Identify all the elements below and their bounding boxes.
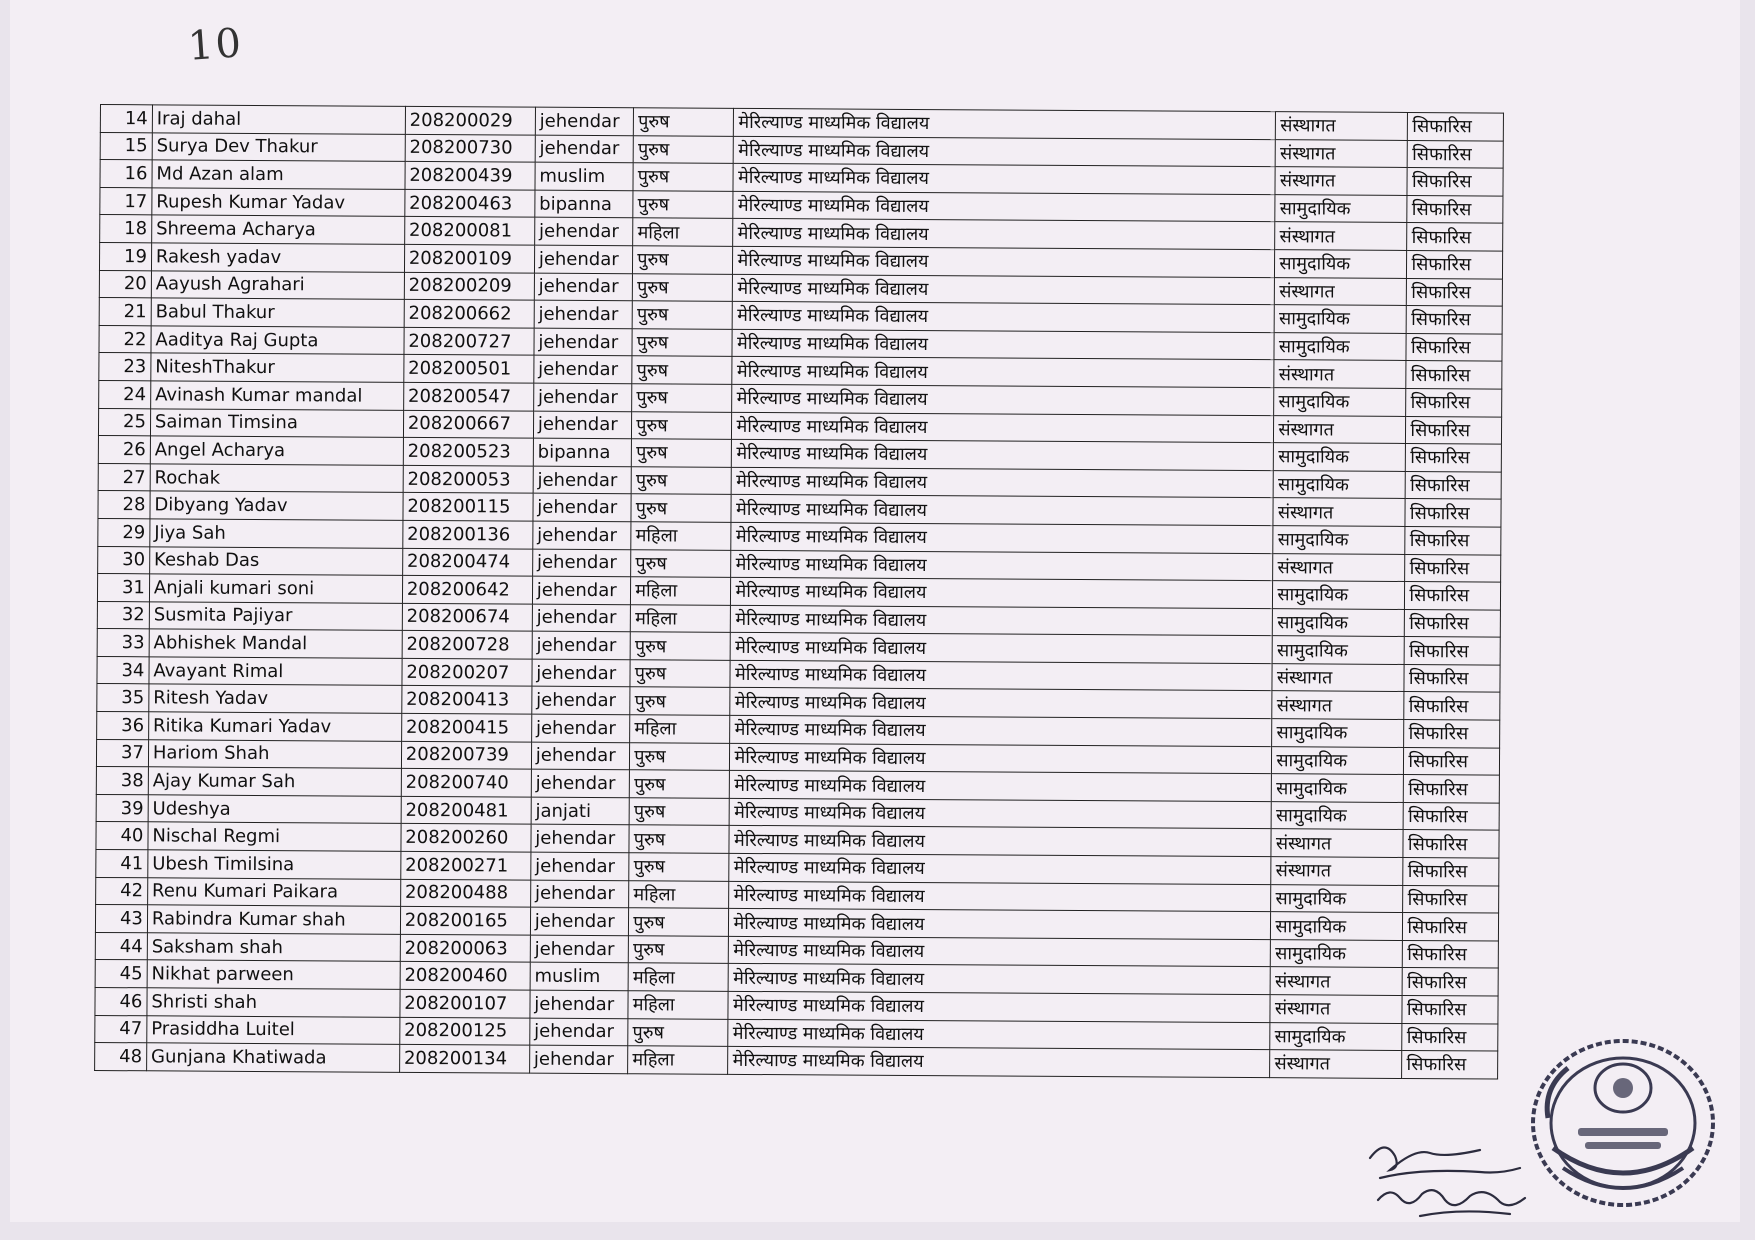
gender-cell: पुरुष <box>632 329 732 357</box>
serial-number-cell: 20 <box>99 270 151 298</box>
student-name-cell: Ritika Kumari Yadav <box>148 712 401 741</box>
school-type-cell: संस्थागत <box>1274 360 1406 388</box>
quota-cell: jehendar <box>530 990 629 1018</box>
symbol-number-cell: 208200547 <box>403 382 533 410</box>
recommendation-status-cell: सिफारिस <box>1403 940 1499 968</box>
gender-cell: पुरुष <box>629 853 729 881</box>
student-name-cell: Keshab Das <box>150 546 403 575</box>
student-name-cell: Aayush Agrahari <box>151 270 404 299</box>
symbol-number-cell: 208200488 <box>400 879 530 907</box>
school-name-cell: मेरिल्याण्ड माध्यमिक विद्यालय <box>730 771 1272 802</box>
symbol-number-cell: 208200081 <box>404 217 534 245</box>
school-name-cell: मेरिल्याण्ड माध्यमिक विद्यालय <box>731 522 1273 553</box>
school-type-cell: सामुदायिक <box>1273 608 1405 636</box>
school-type-cell: सामुदायिक <box>1272 746 1404 774</box>
recommendation-status-cell: सिफारिस <box>1407 195 1503 223</box>
serial-number-cell: 38 <box>96 767 148 795</box>
school-type-cell: सामुदायिक <box>1273 526 1405 554</box>
student-name-cell: Anjali kumari soni <box>149 574 402 603</box>
symbol-number-cell: 208200134 <box>399 1045 529 1073</box>
student-name-cell: Susmita Pajiyar <box>149 601 402 630</box>
school-type-cell: सामुदायिक <box>1271 802 1403 830</box>
gender-cell: पुरुष <box>632 301 732 329</box>
quota-cell: jehendar <box>529 1045 628 1073</box>
records-table-body <box>95 105 1504 1079</box>
symbol-number-cell: 208200413 <box>402 686 532 714</box>
serial-number-cell: 26 <box>98 436 150 464</box>
recommendation-status-cell: सिफारिस <box>1406 333 1502 361</box>
gender-cell: महिला <box>633 218 733 246</box>
school-type-cell: संस्थागत <box>1273 498 1405 526</box>
gender-cell: पुरुष <box>630 632 730 660</box>
student-name-cell: Rakesh yadav <box>151 243 404 272</box>
recommendation-status-cell: सिफारिस <box>1404 692 1500 720</box>
serial-number-cell: 40 <box>96 822 148 850</box>
school-name-cell: मेरिल्याण्ड माध्यमिक विद्यालय <box>732 467 1274 498</box>
quota-cell: jehendar <box>533 521 632 549</box>
gender-cell: महिला <box>628 963 728 991</box>
symbol-number-cell: 208200662 <box>404 300 534 328</box>
school-name-cell: मेरिल्याण्ड माध्यमिक विद्यालय <box>733 274 1275 305</box>
student-name-cell: Dibyang Yadav <box>150 491 403 520</box>
school-name-cell: मेरिल्याण्ड माध्यमिक विद्यालय <box>731 577 1273 608</box>
serial-number-cell: 16 <box>100 160 152 188</box>
student-name-cell: Avayant Rimal <box>149 657 402 686</box>
school-type-cell: संस्थागत <box>1276 139 1408 167</box>
symbol-number-cell: 208200271 <box>401 851 531 879</box>
quota-cell: jehendar <box>531 852 630 880</box>
gender-cell: पुरुष <box>631 466 731 494</box>
serial-number-cell: 25 <box>98 408 150 436</box>
symbol-number-cell: 208200674 <box>402 603 532 631</box>
serial-number-cell: 32 <box>97 601 149 629</box>
student-name-cell: Surya Dev Thakur <box>152 132 405 161</box>
gender-cell: महिला <box>631 604 731 632</box>
quota-cell: jehendar <box>534 273 633 301</box>
recommendation-status-cell: सिफारिस <box>1407 168 1503 196</box>
serial-number-cell: 24 <box>99 380 151 408</box>
serial-number-cell: 27 <box>98 463 150 491</box>
quota-cell: jehendar <box>534 355 633 383</box>
school-type-cell: संस्थागत <box>1271 857 1403 885</box>
quota-cell: jehendar <box>535 135 634 163</box>
student-name-cell: Md Azan alam <box>152 160 405 189</box>
school-type-cell: सामुदायिक <box>1275 305 1407 333</box>
recommendation-status-cell: सिफारिस <box>1404 775 1500 803</box>
serial-number-cell: 21 <box>99 298 151 326</box>
school-name-cell: मेरिल्याण्ड माध्यमिक विद्यालय <box>728 1047 1270 1078</box>
school-type-cell: सामुदायिक <box>1273 581 1405 609</box>
gender-cell: पुरुष <box>629 908 729 936</box>
quota-cell: jehendar <box>534 300 633 328</box>
serial-number-cell: 35 <box>97 684 149 712</box>
symbol-number-cell: 208200063 <box>400 934 530 962</box>
student-name-cell: Renu Kumari Paikara <box>147 877 400 906</box>
symbol-number-cell: 208200207 <box>402 658 532 686</box>
serial-number-cell: 28 <box>98 491 150 519</box>
gender-cell: महिला <box>628 1046 728 1074</box>
records-table <box>94 104 1504 1079</box>
quota-cell: jehendar <box>533 411 632 439</box>
serial-number-cell: 39 <box>96 794 148 822</box>
quota-cell: bipanna <box>535 190 634 218</box>
serial-number-cell: 14 <box>100 105 152 133</box>
gender-cell: पुरुष <box>629 798 729 826</box>
gender-cell: पुरुष <box>632 439 732 467</box>
school-type-cell: सामुदायिक <box>1270 1022 1402 1050</box>
recommendation-status-cell: सिफारिस <box>1406 444 1502 472</box>
school-type-cell: सामुदायिक <box>1273 470 1405 498</box>
school-type-cell: संस्थागत <box>1275 167 1407 195</box>
gender-cell: पुरुष <box>632 411 732 439</box>
recommendation-status-cell: सिफारिस <box>1407 278 1503 306</box>
school-name-cell: मेरिल्याण्ड माध्यमिक विद्यालय <box>732 357 1274 388</box>
student-name-cell: Abhishek Mandal <box>149 629 402 658</box>
school-type-cell: संस्थागत <box>1273 553 1405 581</box>
quota-cell: jehendar <box>530 1018 629 1046</box>
symbol-number-cell: 208200439 <box>405 162 535 190</box>
quota-cell: jehendar <box>531 769 630 797</box>
symbol-number-cell: 208200474 <box>402 548 532 576</box>
gender-cell: पुरुष <box>628 1018 728 1046</box>
symbol-number-cell: 208200029 <box>405 106 535 134</box>
school-name-cell: मेरिल्याण्ड माध्यमिक विद्यालय <box>730 715 1272 746</box>
student-name-cell: Ubesh Timilsina <box>148 850 401 879</box>
student-name-cell: Nischal Regmi <box>148 822 401 851</box>
school-name-cell: मेरिल्याण्ड माध्यमिक विद्यालय <box>734 136 1276 167</box>
quota-cell: jehendar <box>532 631 631 659</box>
serial-number-cell: 30 <box>98 546 150 574</box>
symbol-number-cell: 208200136 <box>403 520 533 548</box>
student-name-cell: Avinash Kumar mandal <box>151 381 404 410</box>
school-name-cell: मेरिल्याण्ड माध्यमिक विद्यालय <box>729 881 1271 912</box>
student-name-cell: Saksham shah <box>147 933 400 962</box>
symbol-number-cell: 208200667 <box>403 410 533 438</box>
recommendation-status-cell: सिफारिस <box>1405 526 1501 554</box>
recommendation-status-cell: सिफारिस <box>1406 471 1502 499</box>
school-type-cell: संस्थागत <box>1270 967 1402 995</box>
school-name-cell: मेरिल्याण्ड माध्यमिक विद्यालय <box>728 991 1270 1022</box>
gender-cell: पुरुष <box>633 163 733 191</box>
student-name-cell: Shristi shah <box>147 988 400 1017</box>
symbol-number-cell: 208200728 <box>402 631 532 659</box>
student-name-cell: Saiman Timsina <box>150 408 403 437</box>
quota-cell: jehendar <box>532 549 631 577</box>
school-name-cell: मेरिल्याण्ड माध्यमिक विद्यालय <box>731 605 1273 636</box>
school-name-cell: मेरिल्याण्ड माध्यमिक विद्यालय <box>733 219 1275 250</box>
school-name-cell: मेरिल्याण्ड माध्यमिक विद्यालय <box>732 384 1274 415</box>
student-name-cell: Rupesh Kumar Yadav <box>152 188 405 217</box>
student-name-cell: Shreema Acharya <box>152 215 405 244</box>
recommendation-status-cell: सिफारिस <box>1407 223 1503 251</box>
school-type-cell: सामुदायिक <box>1274 332 1406 360</box>
symbol-number-cell: 208200115 <box>403 493 533 521</box>
symbol-number-cell: 208200053 <box>403 465 533 493</box>
school-name-cell: मेरिल्याण्ड माध्यमिक विद्यालय <box>733 302 1275 333</box>
school-name-cell: मेरिल्याण्ड माध्यमिक विद्यालय <box>729 853 1271 884</box>
school-name-cell: मेरिल्याण्ड माध्यमिक विद्यालय <box>732 412 1274 443</box>
recommendation-status-cell: सिफारिस <box>1406 416 1502 444</box>
gender-cell: पुरुष <box>632 384 732 412</box>
school-name-cell: मेरिल्याण्ड माध्यमिक विद्यालय <box>732 439 1274 470</box>
symbol-number-cell: 208200460 <box>400 962 530 990</box>
quota-cell: jehendar <box>532 687 631 715</box>
quota-cell: jehendar <box>530 907 629 935</box>
gender-cell: पुरुष <box>632 356 732 384</box>
school-name-cell: मेरिल्याण्ड माध्यमिक विद्यालय <box>730 743 1272 774</box>
recommendation-status-cell: सिफारिस <box>1405 554 1501 582</box>
gender-cell: पुरुष <box>633 273 733 301</box>
school-name-cell: मेरिल्याण्ड माध्यमिक विद्यालय <box>733 191 1275 222</box>
student-name-cell: Gunjana Khatiwada <box>146 1043 399 1072</box>
school-name-cell: मेरिल्याण्ड माध्यमिक विद्यालय <box>733 246 1275 277</box>
recommendation-status-cell: सिफारिस <box>1403 830 1499 858</box>
school-name-cell: मेरिल्याण्ड माध्यमिक विद्यालय <box>731 550 1273 581</box>
recommendation-status-cell: सिफारिस <box>1404 747 1500 775</box>
gender-cell: पुरुष <box>634 108 734 136</box>
serial-number-cell: 47 <box>95 1015 147 1043</box>
recommendation-status-cell: सिफारिस <box>1405 609 1501 637</box>
recommendation-status-cell: सिफारिस <box>1402 995 1498 1023</box>
serial-number-cell: 41 <box>96 850 148 878</box>
quota-cell: jehendar <box>532 604 631 632</box>
recommendation-status-cell: सिफारिस <box>1402 1051 1498 1079</box>
recommendation-status-cell: सिफारिस <box>1405 499 1501 527</box>
symbol-number-cell: 208200523 <box>403 437 533 465</box>
school-name-cell: मेरिल्याण्ड माध्यमिक विद्यालय <box>729 909 1271 940</box>
gender-cell: पुरुष <box>630 660 730 688</box>
recommendation-status-cell: सिफारिस <box>1408 140 1504 168</box>
school-type-cell: संस्थागत <box>1274 415 1406 443</box>
seal-stamp-icon <box>1523 1028 1723 1213</box>
serial-number-cell: 46 <box>95 987 147 1015</box>
school-type-cell: सामुदायिक <box>1272 719 1404 747</box>
school-type-cell: संस्थागत <box>1272 691 1404 719</box>
school-type-cell: सामुदायिक <box>1272 774 1404 802</box>
school-type-cell: सामुदायिक <box>1275 250 1407 278</box>
quota-cell: jehendar <box>531 825 630 853</box>
serial-number-cell: 36 <box>97 712 149 740</box>
symbol-number-cell: 208200109 <box>404 244 534 272</box>
handwritten-signature-icon <box>1360 1128 1540 1228</box>
gender-cell: पुरुष <box>633 246 733 274</box>
serial-number-cell: 31 <box>97 574 149 602</box>
recommendation-status-cell: सिफारिस <box>1404 802 1500 830</box>
symbol-number-cell: 208200501 <box>404 355 534 383</box>
school-type-cell: संस्थागत <box>1275 277 1407 305</box>
recommendation-status-cell: सिफारिस <box>1403 858 1499 886</box>
student-name-cell: Ajay Kumar Sah <box>148 767 401 796</box>
symbol-number-cell: 208200209 <box>404 272 534 300</box>
gender-cell: पुरुष <box>629 936 729 964</box>
serial-number-cell: 19 <box>99 242 151 270</box>
student-name-cell: Nikhat parween <box>147 960 400 989</box>
serial-number-cell: 23 <box>99 353 151 381</box>
serial-number-cell: 34 <box>97 656 149 684</box>
recommendation-status-cell: सिफारिस <box>1404 664 1500 692</box>
gender-cell: पुरुष <box>631 494 731 522</box>
quota-cell: jehendar <box>533 493 632 521</box>
quota-cell: jehendar <box>532 659 631 687</box>
school-type-cell: संस्थागत <box>1270 995 1402 1023</box>
symbol-number-cell: 208200260 <box>401 824 531 852</box>
school-type-cell: सामुदायिक <box>1272 636 1404 664</box>
gender-cell: महिला <box>628 991 728 1019</box>
gender-cell: पुरुष <box>633 191 733 219</box>
quota-cell: jehendar <box>535 107 634 135</box>
recommendation-status-cell: सिफारिस <box>1404 720 1500 748</box>
serial-number-cell: 15 <box>100 132 152 160</box>
school-name-cell: मेरिल्याण्ड माध्यमिक विद्यालय <box>729 826 1271 857</box>
serial-number-cell: 43 <box>95 905 147 933</box>
student-name-cell: Aaditya Raj Gupta <box>151 326 404 355</box>
serial-number-cell: 37 <box>96 739 148 767</box>
serial-number-cell: 18 <box>100 215 152 243</box>
student-name-cell: Jiya Sah <box>150 519 403 548</box>
school-type-cell: सामुदायिक <box>1271 912 1403 940</box>
school-name-cell: मेरिल्याण्ड माध्यमिक विद्यालय <box>728 1019 1270 1050</box>
quota-cell: jehendar <box>530 880 629 908</box>
serial-number-cell: 17 <box>100 187 152 215</box>
recommendation-status-cell: सिफारिस <box>1407 250 1503 278</box>
school-name-cell: मेरिल्याण्ड माध्यमिक विद्यालय <box>730 660 1272 691</box>
serial-number-cell: 29 <box>98 518 150 546</box>
recommendation-status-cell: सिफारिस <box>1406 361 1502 389</box>
quota-cell: jehendar <box>531 714 630 742</box>
document-page <box>10 0 1740 1222</box>
gender-cell: पुरुष <box>631 549 731 577</box>
school-type-cell: सामुदायिक <box>1274 443 1406 471</box>
quota-cell: jehendar <box>531 742 630 770</box>
recommendation-status-cell: सिफारिस <box>1402 1023 1498 1051</box>
student-name-cell: Angel Acharya <box>150 436 403 465</box>
school-name-cell: मेरिल्याण्ड माध्यमिक विद्यालय <box>731 633 1273 664</box>
symbol-number-cell: 208200730 <box>405 134 535 162</box>
serial-number-cell: 48 <box>95 1043 147 1071</box>
quota-cell: jehendar <box>534 328 633 356</box>
school-type-cell: संस्थागत <box>1272 664 1404 692</box>
symbol-number-cell: 208200481 <box>401 796 531 824</box>
gender-cell: पुरुष <box>630 742 730 770</box>
student-name-cell: Iraj dahal <box>152 105 405 134</box>
symbol-number-cell: 208200739 <box>401 741 531 769</box>
serial-number-cell: 42 <box>96 877 148 905</box>
quota-cell: janjati <box>531 797 630 825</box>
recommendation-status-cell: सिफारिस <box>1405 637 1501 665</box>
school-type-cell: सामुदायिक <box>1275 194 1407 222</box>
recommendation-status-cell: सिफारिस <box>1403 913 1499 941</box>
school-type-cell: संस्थागत <box>1275 222 1407 250</box>
school-type-cell: सामुदायिक <box>1271 939 1403 967</box>
symbol-number-cell: 208200107 <box>400 989 530 1017</box>
school-name-cell: मेरिल्याण्ड माध्यमिक विद्यालय <box>730 688 1272 719</box>
school-type-cell: सामुदायिक <box>1274 388 1406 416</box>
serial-number-cell: 22 <box>99 325 151 353</box>
symbol-number-cell: 208200165 <box>400 907 530 935</box>
symbol-number-cell: 208200415 <box>401 713 531 741</box>
school-name-cell: मेरिल्याण्ड माध्यमिक विद्यालय <box>734 108 1276 139</box>
gender-cell: महिला <box>631 577 731 605</box>
recommendation-status-cell: सिफारिस <box>1408 112 1504 140</box>
gender-cell: महिला <box>630 715 730 743</box>
serial-number-cell: 44 <box>95 932 147 960</box>
quota-cell: jehendar <box>532 576 631 604</box>
student-name-cell: NiteshThakur <box>151 353 404 382</box>
student-name-cell: Hariom Shah <box>148 739 401 768</box>
school-name-cell: मेरिल्याण्ड माध्यमिक विद्यालय <box>731 495 1273 526</box>
symbol-number-cell: 208200727 <box>404 327 534 355</box>
student-name-cell: Babul Thakur <box>151 298 404 327</box>
school-name-cell: मेरिल्याण्ड माध्यमिक विद्यालय <box>732 329 1274 360</box>
symbol-number-cell: 208200463 <box>405 189 535 217</box>
quota-cell: jehendar <box>530 935 629 963</box>
student-name-cell: Ritesh Yadav <box>149 684 402 713</box>
student-name-cell: Rochak <box>150 464 403 493</box>
school-type-cell: संस्थागत <box>1270 1050 1402 1078</box>
symbol-number-cell: 208200740 <box>401 769 531 797</box>
gender-cell: पुरुष <box>630 687 730 715</box>
gender-cell: महिला <box>629 880 729 908</box>
recommendation-status-cell: सिफारिस <box>1403 968 1499 996</box>
quota-cell: jehendar <box>533 466 632 494</box>
gender-cell: पुरुष <box>630 770 730 798</box>
school-name-cell: मेरिल्याण्ड माध्यमिक विद्यालय <box>729 936 1271 967</box>
school-name-cell: मेरिल्याण्ड माध्यमिक विद्यालय <box>730 798 1272 829</box>
quota-cell: muslim <box>535 162 634 190</box>
serial-number-cell: 33 <box>97 629 149 657</box>
symbol-number-cell: 208200125 <box>400 1017 530 1045</box>
school-type-cell: संस्थागत <box>1276 112 1408 140</box>
student-name-cell: Rabindra Kumar shah <box>147 905 400 934</box>
school-type-cell: संस्थागत <box>1271 829 1403 857</box>
gender-cell: पुरुष <box>633 135 733 163</box>
recommendation-status-cell: सिफारिस <box>1405 582 1501 610</box>
school-name-cell: मेरिल्याण्ड माध्यमिक विद्यालय <box>729 964 1271 995</box>
quota-cell: jehendar <box>534 218 633 246</box>
quota-cell: jehendar <box>533 383 632 411</box>
page-number: 10 <box>186 20 245 70</box>
recommendation-status-cell: सिफारिस <box>1407 306 1503 334</box>
school-name-cell: मेरिल्याण्ड माध्यमिक विद्यालय <box>733 164 1275 195</box>
quota-cell: bipanna <box>533 438 632 466</box>
gender-cell: महिला <box>631 522 731 550</box>
school-type-cell: सामुदायिक <box>1271 884 1403 912</box>
recommendation-status-cell: सिफारिस <box>1406 388 1502 416</box>
serial-number-cell: 45 <box>95 960 147 988</box>
student-name-cell: Prasiddha Luitel <box>147 1015 400 1044</box>
quota-cell: muslim <box>530 963 629 991</box>
recommendation-status-cell: सिफारिस <box>1403 885 1499 913</box>
student-name-cell: Udeshya <box>148 795 401 824</box>
symbol-number-cell: 208200642 <box>402 575 532 603</box>
gender-cell: पुरुष <box>629 825 729 853</box>
quota-cell: jehendar <box>534 245 633 273</box>
